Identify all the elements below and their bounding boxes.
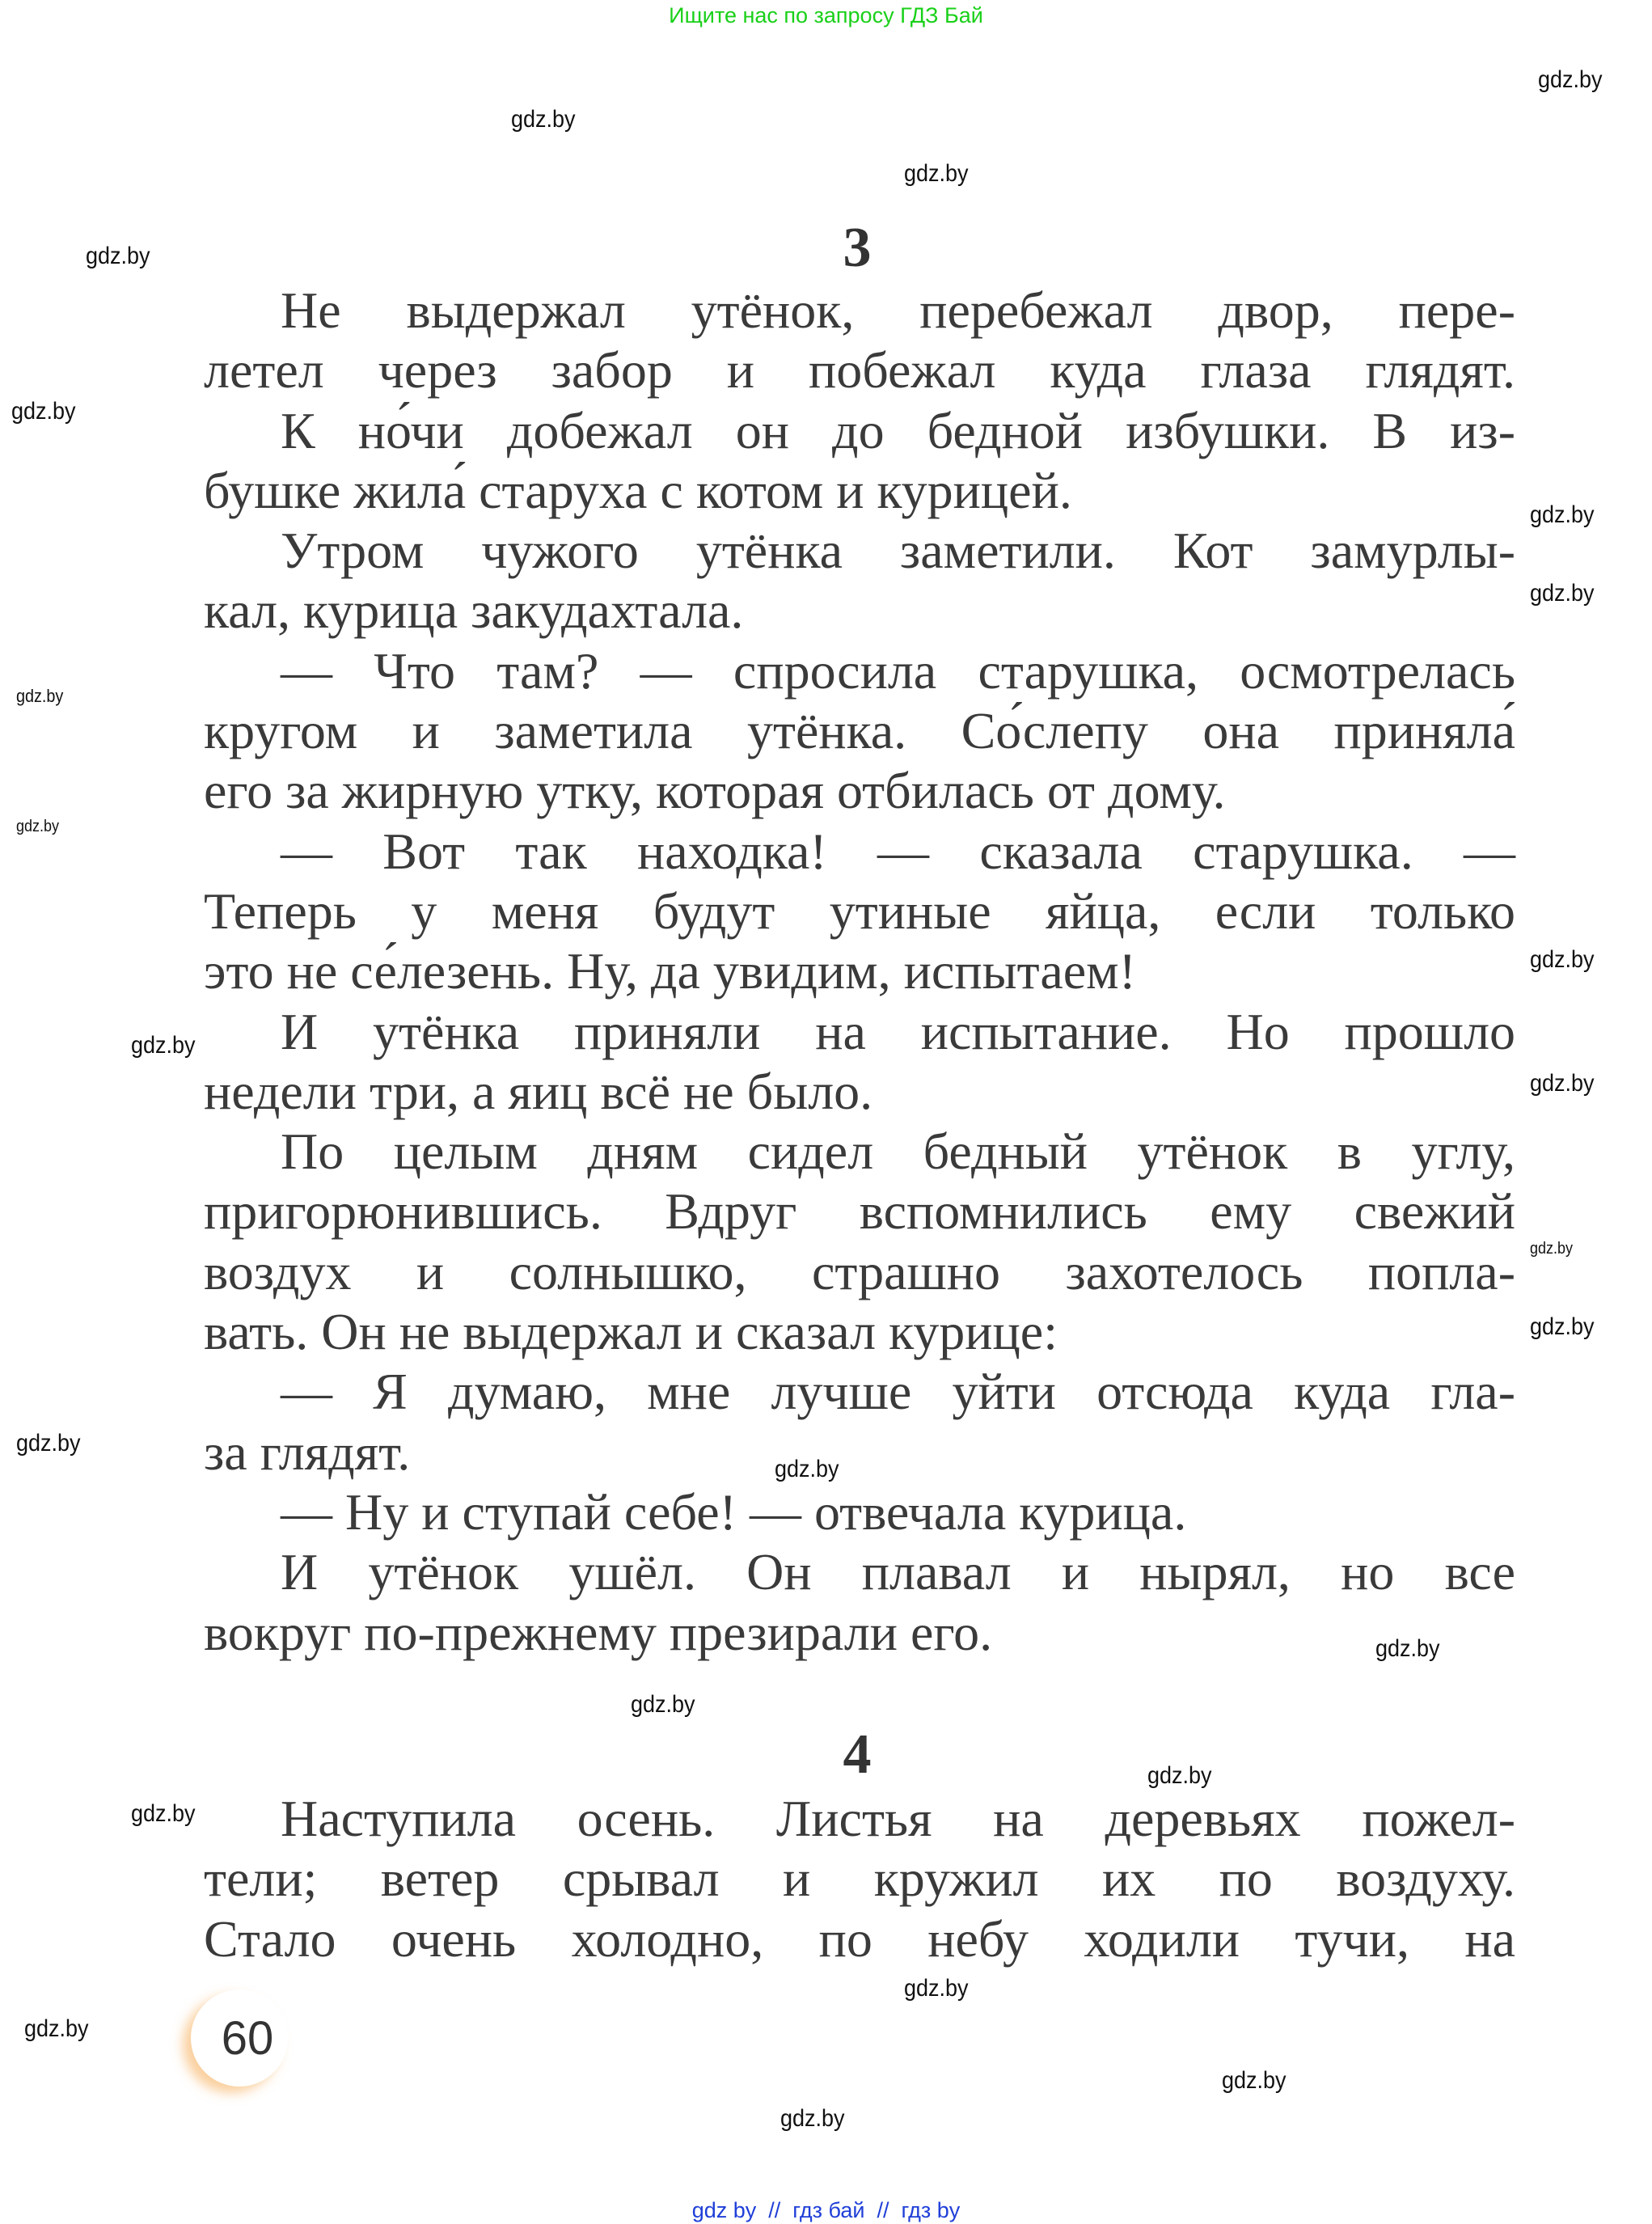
text-line: это не се́лезень. Ну, да увидим, испытаем! bbox=[204, 942, 1136, 1000]
text-line: вокруг по-прежнему презирали его. bbox=[204, 1603, 993, 1661]
watermark: gdz.by bbox=[1530, 501, 1595, 528]
watermark: gdz.by bbox=[1538, 66, 1603, 93]
text-line: — Ну и ступай себе! — отвечала курица. bbox=[281, 1482, 1187, 1541]
text-line: Теперь у меня будут утиные яйца, если только bbox=[204, 882, 1515, 940]
section-number-4: 4 bbox=[843, 1723, 872, 1786]
watermark: gdz.by bbox=[904, 160, 969, 187]
text-line: за глядят. bbox=[204, 1423, 411, 1481]
text-line: летел через забор и побежал куда глаза глядят. bbox=[204, 341, 1515, 400]
watermark: gdz.by bbox=[780, 2105, 845, 2132]
text-line: недели три, а яиц всё не было. bbox=[204, 1062, 873, 1120]
page-number-badge bbox=[191, 1989, 288, 2087]
search-banner: Ищите нас по запросу ГДЗ Бай bbox=[669, 3, 983, 27]
watermark: gdz.by bbox=[16, 818, 60, 835]
watermark: gdz.by bbox=[775, 1456, 839, 1482]
watermark: gdz.by bbox=[631, 1691, 695, 1718]
watermark: gdz.by bbox=[1375, 1635, 1440, 1662]
text-line: К но́чи добежал он до бедной избушки. В из- bbox=[281, 401, 1515, 459]
text-line: вать. Он не выдержал и сказал курице: bbox=[204, 1303, 1058, 1361]
watermark: gdz.by bbox=[131, 1800, 196, 1827]
text-line: По целым дням сидел бедный утёнок в углу, bbox=[281, 1123, 1515, 1181]
watermark: gdz.by bbox=[16, 686, 64, 706]
watermark: gdz.by bbox=[1530, 1313, 1595, 1340]
text-line: И утёнка приняли на испытание. Но прошло bbox=[281, 1002, 1515, 1060]
text-line: воздух и солнышко, страшно захотелось попла- bbox=[204, 1242, 1515, 1300]
site-links-footer[interactable]: gdz by // гдз бай // гдз by bbox=[691, 2198, 961, 2222]
text-line: Не выдержал утёнок, перебежал двор, пере- bbox=[281, 281, 1515, 339]
text-line: кал, курица закудахтала. bbox=[204, 581, 744, 640]
watermark: gdz.by bbox=[131, 1032, 196, 1059]
text-line: Стало очень холодно, по небу ходили тучи, на bbox=[204, 1909, 1515, 1968]
text-line: — Что там? — спросила старушка, осмотрелась bbox=[281, 641, 1515, 700]
page-number: 60 bbox=[221, 2011, 274, 2065]
watermark: gdz.by bbox=[86, 243, 150, 269]
text-line: кругом и заметила утёнка. Со́слепу она приняла́ bbox=[204, 702, 1515, 760]
watermark: gdz.by bbox=[16, 1430, 81, 1457]
text-line: пригорюнившись. Вдруг вспомнились ему свежий bbox=[204, 1182, 1515, 1241]
watermark: gdz.by bbox=[511, 106, 576, 133]
section-number-3: 3 bbox=[843, 217, 872, 279]
section-4-text bbox=[204, 1789, 1515, 1969]
text-line: — Я думаю, мне лучше уйти отсюда куда гла- bbox=[281, 1363, 1515, 1421]
text-line: И утёнок ушёл. Он плавал и нырял, но все bbox=[281, 1543, 1515, 1601]
watermark: gdz.by bbox=[1530, 1070, 1595, 1097]
watermark: gdz.by bbox=[11, 398, 76, 425]
text-line: тели; ветер срывал и кружил их по воздуху. bbox=[204, 1850, 1515, 1908]
watermark: gdz.by bbox=[1530, 580, 1595, 607]
watermark: gdz.by bbox=[1530, 946, 1595, 973]
section-3-text bbox=[204, 281, 1515, 1663]
text-line: Наступила осень. Листья на деревьях пожел- bbox=[281, 1790, 1515, 1847]
watermark: gdz.by bbox=[1222, 2067, 1287, 2094]
watermark: gdz.by bbox=[1147, 1762, 1212, 1789]
text-line: бушке жила́ старуха с котом и курицей. bbox=[204, 461, 1072, 519]
text-line: — Вот так находка! — сказала старушка. — bbox=[281, 822, 1515, 880]
watermark: gdz.by bbox=[904, 1975, 969, 2002]
text-line: его за жирную утку, которая отбилась от дому. bbox=[204, 762, 1226, 820]
watermark: gdz.by bbox=[24, 2015, 89, 2042]
watermark: gdz.by bbox=[1530, 1240, 1574, 1258]
text-line: Утром чужого утёнка заметили. Кот замурлы- bbox=[281, 522, 1515, 580]
